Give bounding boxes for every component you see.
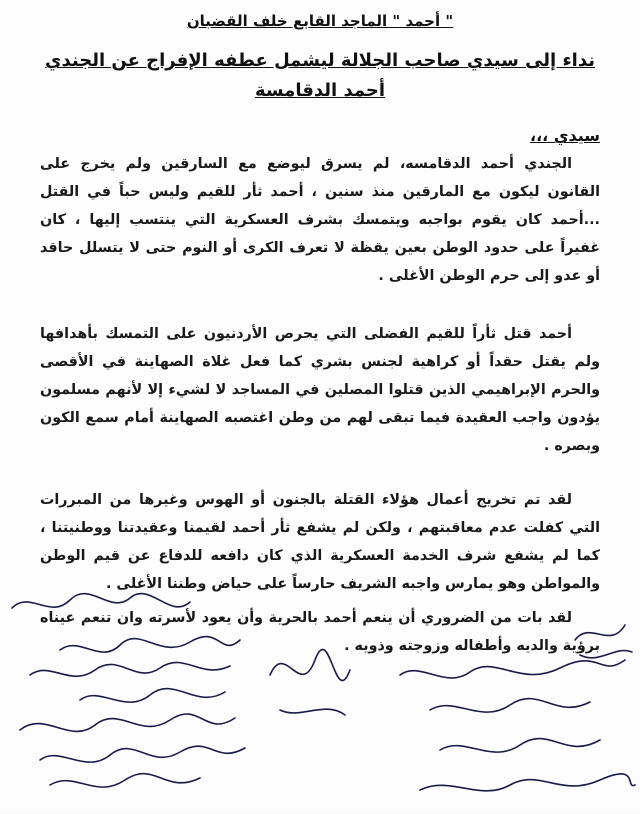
signature-8 <box>270 649 350 715</box>
paragraph-3: لقد تم تخريج أعمال هؤلاء القتلة بالجنون أو الهوس وغيرها من المبررات التي كفلت عدم معاقبتهم ، ولكن لم يشفع ثأر أحمد لقيمنا وعقيدتنا ووطنيتنا ، كما لم يشفع شرف الخدمة العسكرية الذي كان دافعه للدفاع عن قيم الوطن والمواطن وهو يمارس واجبه الشريف حارساً على حياض وطننا الأغلى . <box>40 492 600 592</box>
signature-13 <box>575 625 632 658</box>
signature-11 <box>440 739 600 753</box>
paragraph-2: أحمد قتل ثأراً للقيم الفضلى التي يحرص الأردنيون على التمسك بأهدافها ولم يقتل حقداً أو كراهية لجنس بشري كما فعل غلاة الصهاينة في الأقصى والحرم الإبراهيمي الذين قتلوا المصلين في المساجد لا لشيء إلا لأنهم مسلمون يؤدون واجب العقيدة فيما تبقى لهم من وطن اغتصبه الصهاينة أمام سمع الكون وبصره . <box>40 326 600 454</box>
signature-12 <box>420 774 635 791</box>
signature-9 <box>400 660 625 678</box>
signature-5 <box>20 714 235 731</box>
paragraph-4: لقد بات من الضروري أن ينعم أحمد بالحرية وأن يعود لأسرته وان تنعم عيناه برؤية والديه وأطفاله وزوجته وذويه . <box>40 610 600 654</box>
document-subtitle: نداء إلى سيدي صاحب الجلالة ليشمل عطفه الإفراج عن الجندي أحمد الدقامسة <box>44 50 596 101</box>
signature-6 <box>40 746 245 762</box>
signature-7 <box>50 774 200 788</box>
signature-1 <box>12 594 190 608</box>
signature-3 <box>30 662 230 676</box>
signature-10 <box>430 699 590 713</box>
salutation: سيدي ،،، <box>530 126 600 145</box>
signatures-area <box>0 580 640 810</box>
handwritten-signatures <box>0 580 640 810</box>
signature-4 <box>80 689 225 703</box>
signature-2 <box>60 637 240 653</box>
paragraph-1: الجندي أحمد الدقامسه، لم يسرق ليوضع مع السارقين ولم يخرج على القانون ليكون مع المارقين منذ سنين ، أحمد ثأر للقيم وليس حباً في القتل ...أحمد كان يقوم بواجبه ويتمسك بشرف العسكرية التي ينتسب إليها ، كان غفيراً على حدود الوطن بعين يقظة لا تعرف الكرى أو النوم حتى لا يتسلل حاقد أو عدو إلى حرم الوطن الأغلى . <box>40 156 600 284</box>
document-title: " أحمد " الماجد القابع خلف القضبان <box>186 12 454 30</box>
